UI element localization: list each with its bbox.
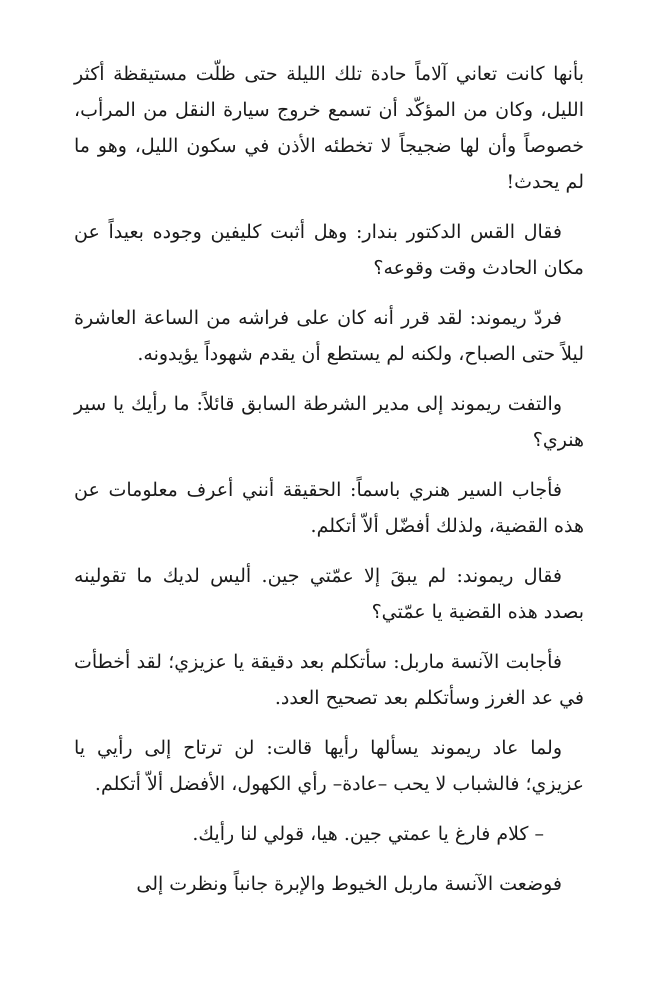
paragraph-8: ولما عاد ريموند يسألها رأيها قالت: لن ترتاح إلى رأيي يا عزيزي؛ فالشباب لا يحب –عادة– رأي الكهول، الأفضل ألاّ أتكلم. bbox=[74, 737, 584, 795]
paragraph-1: بأنها كانت تعاني آلاماً حادة تلك الليلة حتى ظلّت مستيقظة أكثر الليل، وكان من المؤكّد أن تسمع خروج سيارة النقل من المرأب، خصوصاً وأن لها ضجيجاً لا تخطئه الأذن في سكون الليل، وهو ما لم يحدث! bbox=[74, 63, 584, 193]
paragraph-9: – كلام فارغ يا عمتي جين. هيا، قولي لنا رأيك. bbox=[192, 823, 544, 845]
book-page bbox=[74, 56, 584, 902]
paragraph-3: فردّ ريموند: لقد قرر أنه كان على فراشه من الساعة العاشرة ليلاً حتى الصباح، ولكنه لم يستطع أن يقدم شهوداً يؤيدونه. bbox=[74, 307, 584, 365]
paragraph-7: فأجابت الآنسة ماربل: سأتكلم بعد دقيقة يا عزيزي؛ لقد أخطأت في عد الغرز وسأتكلم بعد تصحيح العدد. bbox=[74, 651, 584, 709]
paragraph-4: والتفت ريموند إلى مدير الشرطة السابق قائلاً: ما رأيك يا سير هنري؟ bbox=[74, 393, 584, 451]
paragraph-6: فقال ريموند: لم يبقَ إلا عمّتي جين. أليس لديك ما تقولينه بصدد هذه القضية يا عمّتي؟ bbox=[74, 565, 584, 623]
paragraph-5: فأجاب السير هنري باسماً: الحقيقة أنني أعرف معلومات عن هذه القضية، ولذلك أفضّل ألاّ أتكلم. bbox=[74, 479, 584, 537]
paragraph-2: فقال القس الدكتور بندار: وهل أثبت كليفين وجوده بعيداً عن مكان الحادث وقت وقوعه؟ bbox=[74, 221, 584, 279]
paragraph-10: فوضعت الآنسة ماربل الخيوط والإبرة جانباً ونظرت إلى bbox=[136, 873, 562, 895]
